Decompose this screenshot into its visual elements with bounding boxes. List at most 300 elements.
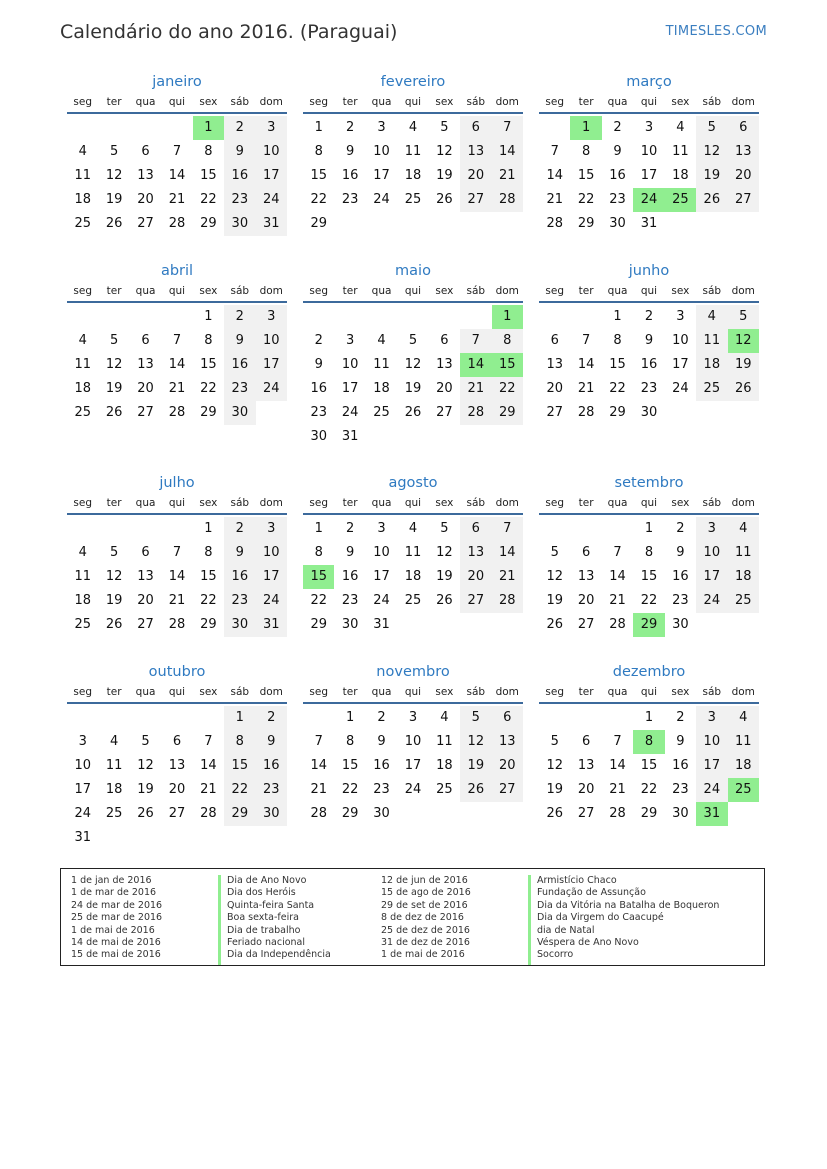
day-cell[interactable]: 10: [672, 333, 689, 348]
day-cell[interactable]: 21: [168, 593, 186, 608]
day-cell[interactable]: 29: [224, 802, 255, 826]
day-cell[interactable]: 27: [137, 216, 154, 231]
day-cell[interactable]: 14: [168, 357, 186, 372]
day-cell[interactable]: 9: [224, 140, 255, 164]
day-cell[interactable]: 1: [613, 309, 622, 324]
day-cell[interactable]: 28: [200, 806, 217, 821]
day-cell[interactable]: 30: [609, 216, 626, 231]
day-cell[interactable]: 24: [256, 589, 287, 613]
day-cell[interactable]: 29: [310, 617, 327, 632]
day-cell[interactable]: 2: [644, 309, 654, 324]
day-cell[interactable]: 2: [676, 521, 685, 536]
day-cell[interactable]: 16: [310, 381, 327, 396]
day-cell[interactable]: 6: [581, 734, 591, 749]
day-cell[interactable]: 4: [728, 706, 759, 730]
day-cell[interactable]: 23: [341, 192, 359, 207]
day-cell[interactable]: 28: [546, 216, 563, 231]
day-cell[interactable]: 7: [550, 144, 559, 159]
day-cell[interactable]: 3: [696, 517, 727, 541]
day-cell[interactable]: 21: [310, 782, 327, 797]
day-cell[interactable]: 11: [74, 357, 91, 372]
day-cell[interactable]: 19: [105, 192, 123, 207]
day-cell[interactable]: 20: [137, 593, 154, 608]
day-cell[interactable]: 10: [74, 758, 91, 773]
day-cell[interactable]: 4: [78, 144, 87, 159]
day-cell[interactable]: 9: [676, 734, 685, 749]
day-cell[interactable]: 17: [256, 164, 287, 188]
day-cell[interactable]: 4: [696, 305, 727, 329]
day-cell[interactable]: 30: [672, 617, 689, 632]
day-cell[interactable]: 10: [256, 541, 287, 565]
day-cell[interactable]: 30: [672, 806, 689, 821]
day-cell[interactable]: 22: [609, 381, 626, 396]
day-cell[interactable]: 15: [200, 569, 217, 584]
day-cell[interactable]: 3: [408, 710, 418, 725]
day-cell[interactable]: 22: [200, 381, 217, 396]
day-cell[interactable]: 13: [168, 758, 186, 773]
day-cell[interactable]: 19: [436, 168, 453, 183]
day-cell[interactable]: 23: [672, 782, 689, 797]
day-cell[interactable]: 14: [310, 758, 327, 773]
day-cell[interactable]: 13: [137, 168, 154, 183]
day-cell[interactable]: 5: [109, 144, 119, 159]
day-cell[interactable]: 12: [696, 140, 727, 164]
day-cell[interactable]: 11: [74, 569, 91, 584]
day-cell[interactable]: 20: [577, 782, 595, 797]
day-cell[interactable]: 11: [105, 758, 123, 773]
day-cell[interactable]: 9: [676, 545, 685, 560]
day-cell[interactable]: 2: [676, 710, 685, 725]
day-cell[interactable]: 9: [345, 545, 355, 560]
day-cell[interactable]: 11: [728, 541, 759, 565]
day-cell[interactable]: 18: [105, 782, 123, 797]
day-cell[interactable]: 25: [74, 617, 91, 632]
day-cell[interactable]: 31: [373, 617, 390, 632]
day-cell[interactable]: 6: [581, 545, 591, 560]
day-cell[interactable]: 8: [345, 734, 355, 749]
day-cell[interactable]: 26: [105, 216, 123, 231]
day-cell[interactable]: 5: [550, 734, 559, 749]
day-cell[interactable]: 16: [224, 565, 255, 589]
day-cell[interactable]: 9: [224, 329, 255, 353]
day-cell[interactable]: 31: [640, 216, 658, 231]
day-cell[interactable]: 6: [550, 333, 559, 348]
day-cell[interactable]: 24: [373, 192, 390, 207]
day-cell[interactable]: 23: [224, 589, 255, 613]
day-cell[interactable]: 4: [408, 521, 418, 536]
day-cell[interactable]: 13: [137, 569, 154, 584]
day-cell[interactable]: 1: [492, 305, 523, 329]
day-cell[interactable]: 12: [105, 168, 123, 183]
day-cell[interactable]: 31: [341, 429, 359, 444]
day-cell[interactable]: 31: [256, 613, 287, 637]
day-cell[interactable]: 6: [172, 734, 182, 749]
day-cell[interactable]: 17: [256, 353, 287, 377]
day-cell[interactable]: 27: [137, 617, 154, 632]
day-cell[interactable]: 26: [546, 806, 563, 821]
day-cell[interactable]: 3: [377, 120, 386, 135]
day-cell[interactable]: 3: [676, 309, 685, 324]
day-cell[interactable]: 16: [341, 569, 359, 584]
day-cell[interactable]: 27: [460, 589, 491, 613]
day-cell[interactable]: 20: [137, 192, 154, 207]
day-cell[interactable]: 10: [373, 144, 390, 159]
day-cell[interactable]: 8: [224, 730, 255, 754]
day-cell[interactable]: 17: [256, 565, 287, 589]
day-cell[interactable]: 23: [640, 381, 658, 396]
day-cell[interactable]: 11: [74, 168, 91, 183]
day-cell[interactable]: 3: [644, 120, 654, 135]
day-cell[interactable]: 27: [577, 806, 595, 821]
day-cell[interactable]: 5: [550, 545, 559, 560]
day-cell[interactable]: 13: [577, 758, 595, 773]
day-cell[interactable]: 11: [696, 329, 727, 353]
day-cell[interactable]: 26: [728, 377, 759, 401]
day-cell[interactable]: 27: [460, 188, 491, 212]
day-cell[interactable]: 5: [440, 120, 449, 135]
day-cell[interactable]: 6: [141, 144, 150, 159]
day-cell[interactable]: 23: [609, 192, 626, 207]
day-cell[interactable]: 28: [168, 216, 186, 231]
day-cell[interactable]: 14: [492, 140, 523, 164]
day-cell[interactable]: 12: [105, 357, 123, 372]
day-cell[interactable]: 7: [613, 734, 622, 749]
day-cell[interactable]: 30: [224, 401, 255, 425]
day-cell[interactable]: 13: [436, 357, 453, 372]
day-cell[interactable]: 8: [204, 144, 213, 159]
day-cell[interactable]: 5: [109, 333, 119, 348]
day-cell[interactable]: 28: [310, 806, 327, 821]
day-cell[interactable]: 10: [640, 144, 658, 159]
day-cell[interactable]: 17: [696, 754, 727, 778]
day-cell[interactable]: 26: [105, 405, 123, 420]
day-cell[interactable]: 16: [609, 168, 626, 183]
day-cell[interactable]: 10: [373, 545, 390, 560]
day-cell[interactable]: 27: [436, 405, 453, 420]
day-cell[interactable]: 25: [696, 377, 727, 401]
day-cell[interactable]: 1: [570, 116, 601, 140]
day-cell[interactable]: 29: [200, 405, 217, 420]
day-cell[interactable]: 28: [168, 405, 186, 420]
day-cell[interactable]: 8: [492, 329, 523, 353]
day-cell[interactable]: 29: [577, 216, 595, 231]
day-cell[interactable]: 3: [256, 116, 287, 140]
day-cell[interactable]: 12: [404, 357, 422, 372]
day-cell[interactable]: 14: [546, 168, 563, 183]
day-cell[interactable]: 1: [314, 521, 323, 536]
day-cell[interactable]: 28: [492, 589, 523, 613]
day-cell[interactable]: 10: [404, 734, 422, 749]
day-cell[interactable]: 5: [408, 333, 418, 348]
day-cell[interactable]: 4: [78, 545, 87, 560]
day-cell[interactable]: 15: [303, 565, 334, 589]
day-cell[interactable]: 18: [728, 754, 759, 778]
day-cell[interactable]: 15: [310, 168, 327, 183]
day-cell[interactable]: 18: [436, 758, 453, 773]
day-cell[interactable]: 1: [193, 116, 224, 140]
day-cell[interactable]: 25: [74, 405, 91, 420]
day-cell[interactable]: 18: [728, 565, 759, 589]
day-cell[interactable]: 25: [436, 782, 453, 797]
day-cell[interactable]: 25: [404, 192, 422, 207]
day-cell[interactable]: 26: [436, 192, 453, 207]
day-cell[interactable]: 30: [310, 429, 327, 444]
day-cell[interactable]: 20: [728, 164, 759, 188]
day-cell[interactable]: 27: [492, 778, 523, 802]
day-cell[interactable]: 10: [341, 357, 359, 372]
day-cell[interactable]: 8: [633, 730, 664, 754]
day-cell[interactable]: 7: [492, 517, 523, 541]
day-cell[interactable]: 28: [168, 617, 186, 632]
day-cell[interactable]: 11: [672, 144, 689, 159]
day-cell[interactable]: 24: [74, 806, 91, 821]
day-cell[interactable]: 23: [373, 782, 390, 797]
day-cell[interactable]: 25: [105, 806, 123, 821]
day-cell[interactable]: 14: [577, 357, 595, 372]
day-cell[interactable]: 6: [728, 116, 759, 140]
day-cell[interactable]: 13: [137, 357, 154, 372]
day-cell[interactable]: 1: [314, 120, 323, 135]
day-cell[interactable]: 7: [581, 333, 591, 348]
day-cell[interactable]: 17: [74, 782, 91, 797]
day-cell[interactable]: 21: [609, 782, 626, 797]
day-cell[interactable]: 15: [224, 754, 255, 778]
day-cell[interactable]: 4: [408, 120, 418, 135]
day-cell[interactable]: 29: [609, 405, 626, 420]
day-cell[interactable]: 15: [200, 168, 217, 183]
day-cell[interactable]: 21: [460, 377, 491, 401]
day-cell[interactable]: 5: [440, 521, 449, 536]
day-cell[interactable]: 25: [74, 216, 91, 231]
day-cell[interactable]: 27: [168, 806, 186, 821]
day-cell[interactable]: 22: [310, 192, 327, 207]
day-cell[interactable]: 29: [633, 613, 664, 637]
day-cell[interactable]: 19: [460, 754, 491, 778]
day-cell[interactable]: 23: [672, 593, 689, 608]
day-cell[interactable]: 22: [200, 593, 217, 608]
day-cell[interactable]: 8: [314, 545, 323, 560]
day-cell[interactable]: 23: [310, 405, 327, 420]
day-cell[interactable]: 19: [105, 381, 123, 396]
day-cell[interactable]: 31: [696, 802, 727, 826]
day-cell[interactable]: 24: [256, 188, 287, 212]
day-cell[interactable]: 2: [314, 333, 323, 348]
day-cell[interactable]: 27: [546, 405, 563, 420]
day-cell[interactable]: 3: [256, 305, 287, 329]
day-cell[interactable]: 10: [256, 329, 287, 353]
day-cell[interactable]: 5: [696, 116, 727, 140]
day-cell[interactable]: 8: [204, 333, 213, 348]
day-cell[interactable]: 22: [200, 192, 217, 207]
day-cell[interactable]: 12: [546, 569, 563, 584]
day-cell[interactable]: 14: [460, 353, 491, 377]
day-cell[interactable]: 15: [640, 758, 658, 773]
day-cell[interactable]: 5: [728, 305, 759, 329]
day-cell[interactable]: 3: [377, 521, 386, 536]
day-cell[interactable]: 2: [224, 116, 255, 140]
day-cell[interactable]: 15: [341, 758, 359, 773]
day-cell[interactable]: 27: [577, 617, 595, 632]
day-cell[interactable]: 13: [492, 730, 523, 754]
day-cell[interactable]: 9: [377, 734, 386, 749]
day-cell[interactable]: 4: [440, 710, 449, 725]
day-cell[interactable]: 31: [74, 830, 91, 845]
day-cell[interactable]: 29: [640, 806, 658, 821]
day-cell[interactable]: 14: [609, 569, 626, 584]
day-cell[interactable]: 14: [200, 758, 217, 773]
day-cell[interactable]: 18: [74, 381, 91, 396]
day-cell[interactable]: 3: [78, 734, 87, 749]
day-cell[interactable]: 16: [672, 569, 689, 584]
day-cell[interactable]: 7: [172, 545, 182, 560]
day-cell[interactable]: 23: [224, 188, 255, 212]
day-cell[interactable]: 22: [310, 593, 327, 608]
day-cell[interactable]: 12: [137, 758, 154, 773]
day-cell[interactable]: 16: [341, 168, 359, 183]
day-cell[interactable]: 7: [314, 734, 323, 749]
day-cell[interactable]: 24: [672, 381, 689, 396]
day-cell[interactable]: 2: [345, 521, 355, 536]
day-cell[interactable]: 27: [728, 188, 759, 212]
day-cell[interactable]: 1: [224, 706, 255, 730]
day-cell[interactable]: 25: [404, 593, 422, 608]
day-cell[interactable]: 15: [200, 357, 217, 372]
day-cell[interactable]: 10: [696, 730, 727, 754]
day-cell[interactable]: 22: [224, 778, 255, 802]
day-cell[interactable]: 11: [728, 730, 759, 754]
day-cell[interactable]: 6: [141, 545, 150, 560]
day-cell[interactable]: 14: [168, 168, 186, 183]
day-cell[interactable]: 6: [492, 706, 523, 730]
day-cell[interactable]: 28: [609, 806, 626, 821]
day-cell[interactable]: 6: [460, 116, 491, 140]
day-cell[interactable]: 12: [436, 545, 453, 560]
day-cell[interactable]: 2: [377, 710, 386, 725]
day-cell[interactable]: 20: [460, 565, 491, 589]
day-cell[interactable]: 21: [492, 565, 523, 589]
day-cell[interactable]: 24: [633, 188, 664, 212]
day-cell[interactable]: 28: [609, 617, 626, 632]
day-cell[interactable]: 6: [141, 333, 150, 348]
day-cell[interactable]: 25: [665, 188, 696, 212]
day-cell[interactable]: 30: [640, 405, 658, 420]
day-cell[interactable]: 19: [696, 164, 727, 188]
day-cell[interactable]: 21: [168, 192, 186, 207]
day-cell[interactable]: 29: [492, 401, 523, 425]
day-cell[interactable]: 10: [256, 140, 287, 164]
day-cell[interactable]: 13: [546, 357, 563, 372]
day-cell[interactable]: 20: [577, 593, 595, 608]
day-cell[interactable]: 13: [577, 569, 595, 584]
day-cell[interactable]: 9: [314, 357, 323, 372]
day-cell[interactable]: 20: [436, 381, 453, 396]
day-cell[interactable]: 23: [341, 593, 359, 608]
day-cell[interactable]: 15: [577, 168, 595, 183]
day-cell[interactable]: 14: [168, 569, 186, 584]
day-cell[interactable]: 29: [310, 216, 327, 231]
day-cell[interactable]: 20: [137, 381, 154, 396]
day-cell[interactable]: 11: [373, 357, 390, 372]
day-cell[interactable]: 13: [728, 140, 759, 164]
day-cell[interactable]: 14: [609, 758, 626, 773]
day-cell[interactable]: 21: [577, 381, 595, 396]
day-cell[interactable]: 28: [492, 188, 523, 212]
day-cell[interactable]: 13: [460, 140, 491, 164]
day-cell[interactable]: 12: [436, 144, 453, 159]
day-cell[interactable]: 30: [224, 613, 255, 637]
day-cell[interactable]: 25: [728, 589, 759, 613]
day-cell[interactable]: 20: [460, 164, 491, 188]
day-cell[interactable]: 15: [492, 353, 523, 377]
day-cell[interactable]: 9: [256, 730, 287, 754]
day-cell[interactable]: 17: [640, 168, 658, 183]
day-cell[interactable]: 8: [613, 333, 622, 348]
day-cell[interactable]: 11: [404, 144, 422, 159]
day-cell[interactable]: 11: [436, 734, 453, 749]
day-cell[interactable]: 4: [109, 734, 119, 749]
day-cell[interactable]: 9: [644, 333, 654, 348]
day-cell[interactable]: 10: [696, 541, 727, 565]
day-cell[interactable]: 12: [105, 569, 123, 584]
day-cell[interactable]: 7: [172, 333, 182, 348]
day-cell[interactable]: 22: [640, 782, 658, 797]
day-cell[interactable]: 18: [74, 192, 91, 207]
day-cell[interactable]: 12: [546, 758, 563, 773]
day-cell[interactable]: 26: [404, 405, 422, 420]
day-cell[interactable]: 8: [581, 144, 591, 159]
day-cell[interactable]: 21: [609, 593, 626, 608]
day-cell[interactable]: 24: [404, 782, 422, 797]
day-cell[interactable]: 31: [256, 212, 287, 236]
day-cell[interactable]: 22: [492, 377, 523, 401]
day-cell[interactable]: 14: [492, 541, 523, 565]
day-cell[interactable]: 23: [256, 778, 287, 802]
day-cell[interactable]: 1: [204, 309, 213, 324]
day-cell[interactable]: 28: [460, 401, 491, 425]
day-cell[interactable]: 24: [256, 377, 287, 401]
day-cell[interactable]: 18: [696, 353, 727, 377]
day-cell[interactable]: 11: [404, 545, 422, 560]
day-cell[interactable]: 9: [345, 144, 355, 159]
day-cell[interactable]: 29: [341, 806, 359, 821]
day-cell[interactable]: 7: [613, 545, 622, 560]
day-cell[interactable]: 19: [404, 381, 422, 396]
day-cell[interactable]: 24: [696, 589, 727, 613]
day-cell[interactable]: 21: [492, 164, 523, 188]
day-cell[interactable]: 30: [341, 617, 359, 632]
day-cell[interactable]: 21: [546, 192, 563, 207]
day-cell[interactable]: 7: [460, 329, 491, 353]
day-cell[interactable]: 19: [105, 593, 123, 608]
day-cell[interactable]: 9: [613, 144, 622, 159]
day-cell[interactable]: 26: [436, 593, 453, 608]
day-cell[interactable]: 1: [644, 521, 654, 536]
day-cell[interactable]: 26: [105, 617, 123, 632]
day-cell[interactable]: 27: [137, 405, 154, 420]
day-cell[interactable]: 13: [460, 541, 491, 565]
day-cell[interactable]: 22: [640, 593, 658, 608]
day-cell[interactable]: 18: [672, 168, 689, 183]
day-cell[interactable]: 2: [345, 120, 355, 135]
day-cell[interactable]: 18: [404, 569, 422, 584]
day-cell[interactable]: 17: [696, 565, 727, 589]
day-cell[interactable]: 15: [640, 569, 658, 584]
day-cell[interactable]: 21: [200, 782, 217, 797]
day-cell[interactable]: 28: [577, 405, 595, 420]
day-cell[interactable]: 26: [137, 806, 154, 821]
day-cell[interactable]: 5: [460, 706, 491, 730]
day-cell[interactable]: 4: [676, 120, 685, 135]
